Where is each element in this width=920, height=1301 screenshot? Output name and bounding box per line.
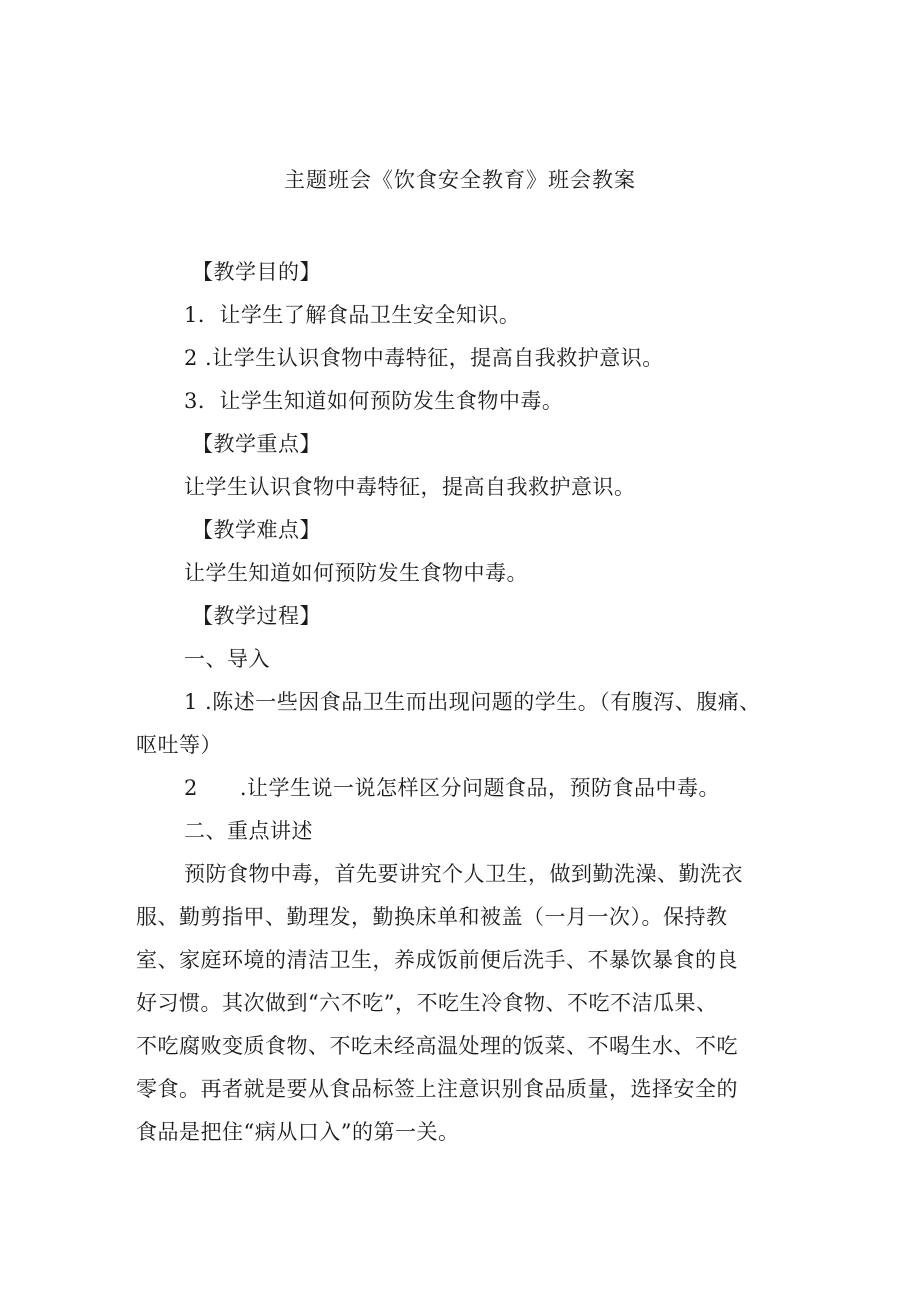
objective-item-3: 3．让学生知道如何预防发生食物中毒。 — [184, 389, 564, 413]
objective-heading: 【教学目的】 — [192, 260, 321, 284]
part2-line-1: 预防食物中毒，首先要讲究个人卫生，做到勤洗澡、勤洗衣 — [184, 862, 743, 886]
part1-item2-number: 2 — [184, 776, 198, 800]
part1-heading: 一、导入 — [184, 647, 270, 671]
part2-line-5: 不吃腐败变质食物、不吃未经高温处理的饭菜、不喝生水、不吃 — [136, 1034, 738, 1058]
part2-line-2: 服、勤剪指甲、勤理发，勤换床单和被盖（一月一次）。保持教 — [136, 905, 728, 929]
difficulty-text: 让学生知道如何预防发生食物中毒。 — [184, 561, 528, 585]
difficulty-heading: 【教学难点】 — [192, 518, 321, 542]
part2-line-7: 食品是把住“病从口入”的第一关。 — [136, 1120, 460, 1144]
key-heading: 【教学重点】 — [192, 432, 321, 456]
part1-item2 — [184, 772, 720, 802]
part2-line-4: 好习惯。其次做到“六不吃”，不吃生冷食物、不吃不洁瓜果、 — [136, 991, 718, 1015]
part1-item2-text: .让学生说一说怎样区分问题食品，预防食品中毒。 — [239, 776, 721, 800]
part2-line-3: 室、家庭环境的清洁卫生，养成饭前便后洗手、不暴饮暴食的良 — [136, 948, 738, 972]
objective-item-2: 2 .让学生认识食物中毒特征，提高自我救护意识。 — [184, 346, 664, 370]
objective-item-1: 1．让学生了解食品卫生安全知识。 — [184, 303, 521, 327]
part2-heading: 二、重点讲述 — [184, 819, 313, 843]
part1-item1-line1: 1 .陈述一些因食品卫生而出现问题的学生。（有腹泻、腹痛、 — [184, 690, 761, 714]
part2-line-6: 零食。再者就是要从食品标签上注意识别食品质量，选择安全的 — [136, 1077, 738, 1101]
process-heading: 【教学过程】 — [192, 604, 321, 628]
document-title: 主题班会《饮食安全教育》班会教案 — [284, 168, 636, 192]
key-text: 让学生认识食物中毒特征，提高自我救护意识。 — [184, 475, 636, 499]
part1-item1-line2: 呕吐等） — [136, 733, 222, 757]
